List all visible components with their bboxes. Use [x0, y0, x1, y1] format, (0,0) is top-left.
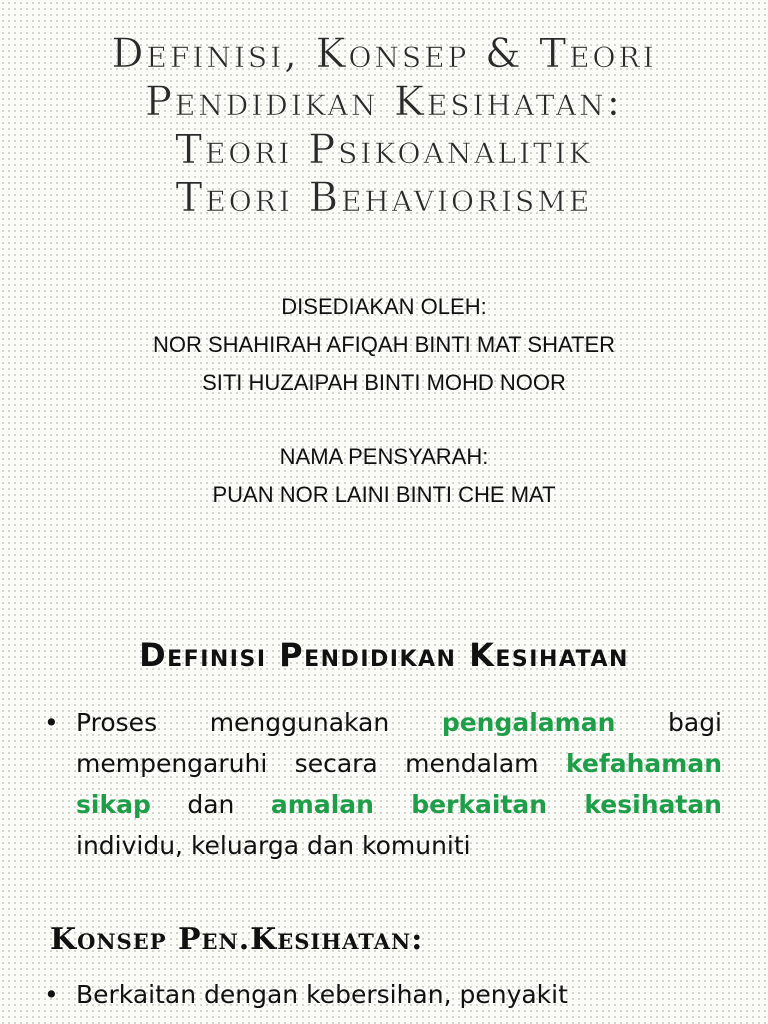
lecturer-name: PUAN NOR LAINI BINTI CHE MAT [212, 482, 556, 507]
title-line-1: Definisi, Konsep & Teori [111, 31, 657, 77]
konsep-bullet [44, 974, 722, 1015]
highlight-kefahaman-sikap: kefahaman sikap [76, 749, 722, 819]
definisi-text-2: bagi mempengaruhi secara mendalam [76, 708, 723, 778]
author-2: SITI HUZAIPAH BINTI MOHD NOOR [202, 370, 566, 395]
title-line-4: Teori Behaviorisme [175, 175, 593, 221]
definisi-bullet [44, 702, 722, 866]
title-line-2: Pendidikan Kesihatan: [144, 79, 624, 125]
bullet-icon: • [44, 980, 59, 1009]
konsep-text: Berkaitan dengan kebersihan, penyakit [76, 980, 568, 1009]
presentation-title [30, 30, 738, 222]
bullet-icon: • [44, 708, 59, 737]
lecturer-label: NAMA PENSYARAH: [279, 444, 489, 469]
prepared-by-label: DISEDIAKAN OLEH: [281, 294, 487, 319]
konsep-paragraph [44, 974, 722, 1015]
definisi-text-3: dan [150, 790, 271, 819]
definisi-heading: Definisi Pendidikan Kesihatan [139, 636, 629, 674]
definisi-text-1: Proses menggunakan [76, 708, 442, 737]
highlight-amalan: amalan berkaitan kesihatan [270, 790, 722, 819]
definisi-text-4: individu, keluarga dan komuniti [76, 831, 471, 860]
konsep-heading: Konsep Pen.Kesihatan: [50, 922, 424, 957]
spacer [0, 402, 768, 438]
title-line-3: Teori Psikoanalitik [175, 127, 593, 173]
credits-block [0, 288, 768, 514]
definition-slide [0, 600, 768, 1024]
author-1: NOR SHAHIRAH AFIQAH BINTI MAT SHATER [152, 332, 616, 357]
highlight-pengalaman: pengalaman [441, 708, 616, 737]
definisi-paragraph [44, 702, 722, 866]
